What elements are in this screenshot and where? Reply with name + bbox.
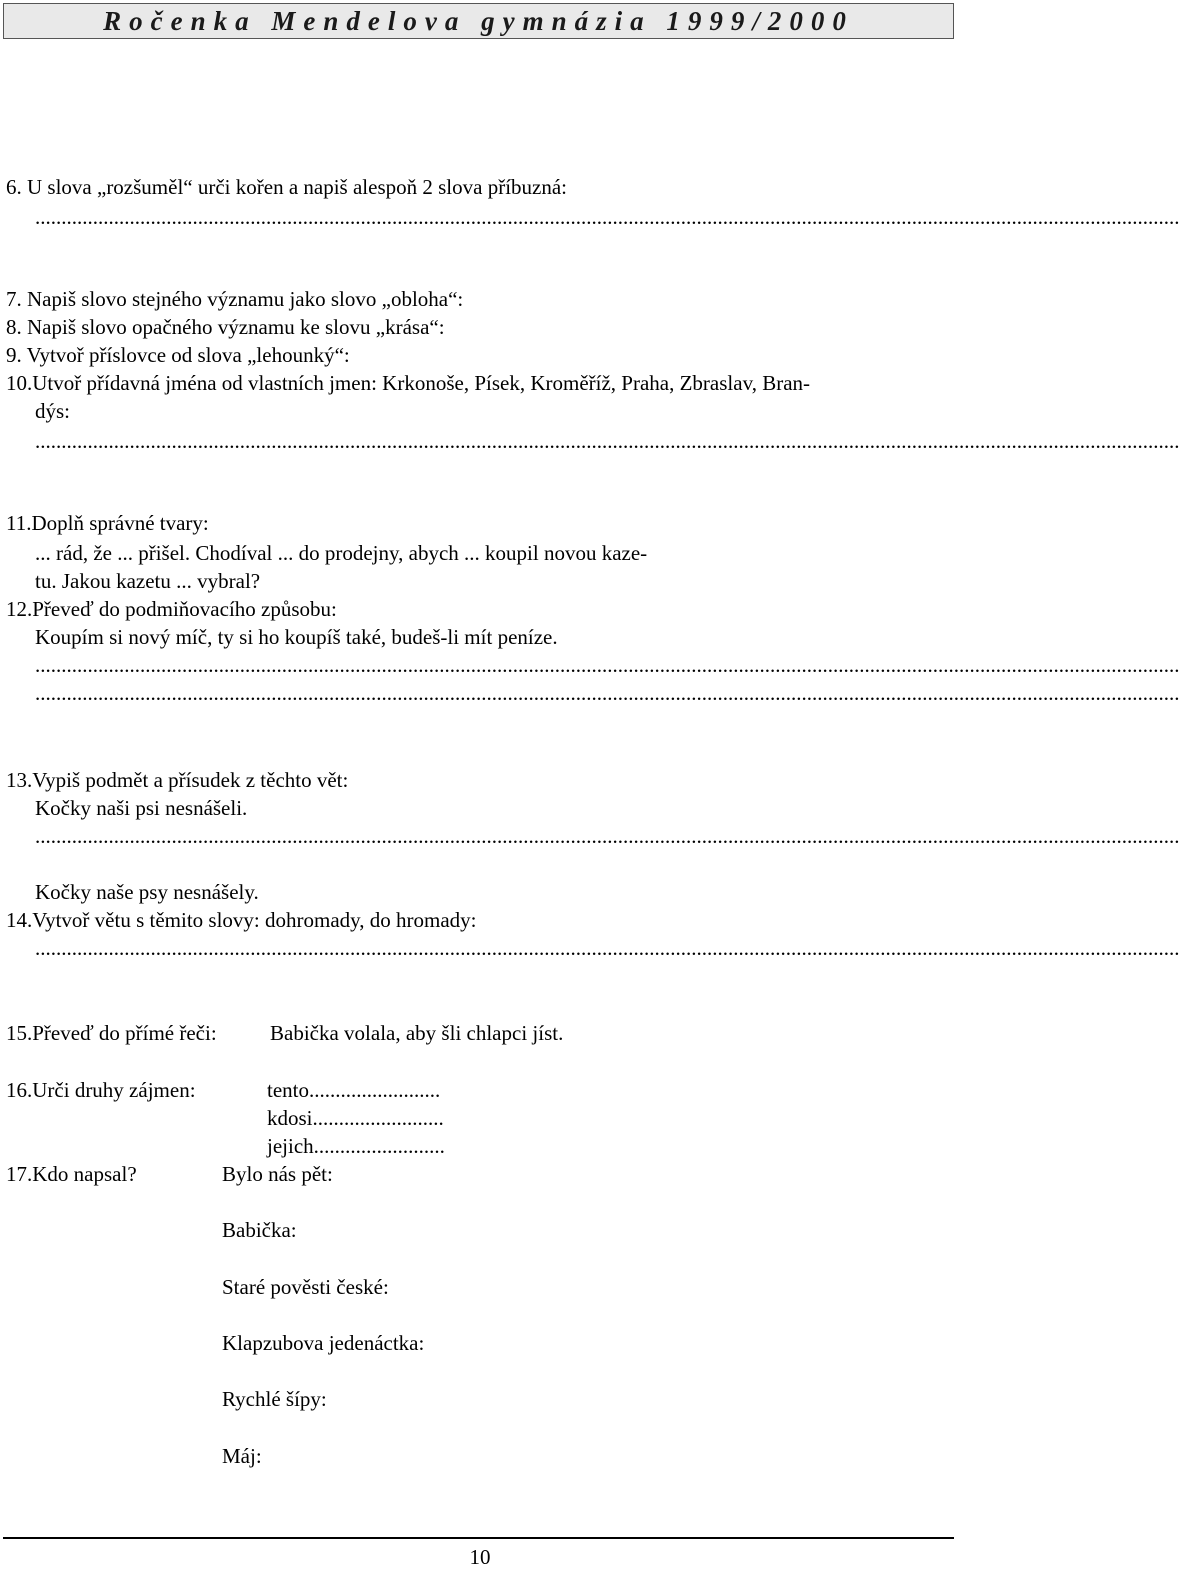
question-12-sentence: Koupím si nový míč, ty si ho koupíš také, budeš-li mít peníze. — [35, 625, 558, 649]
answer-line: .......................................................................................................................................................................................................................... — [35, 824, 1180, 848]
question-15: 15.Převeď do přímé řeči: — [6, 1021, 217, 1045]
question-12: 12.Převeď do podmiňovacího způsobu: — [6, 597, 337, 621]
question-6: 6. U slova „rozšuměl“ urči kořen a napiš alespoň 2 slova příbuzná: — [6, 175, 568, 199]
book-maj: Máj: — [222, 1444, 262, 1468]
book-babicka: Babička: — [222, 1218, 297, 1242]
pronoun-kdosi: kdosi......................... — [267, 1106, 444, 1130]
pronoun-jejich: jejich......................... — [267, 1134, 445, 1158]
question-14: 14.Vytvoř větu s těmito slovy: dohromady, do hromady: — [6, 908, 477, 932]
book-stare-povesti-ceske: Staré pověsti české: — [222, 1275, 389, 1299]
question-11: 11.Doplň správné tvary: — [6, 511, 209, 535]
question-8: 8. Napiš slovo opačného významu ke slovu „krása“: — [6, 315, 445, 339]
yearbook-header — [3, 3, 954, 39]
question-11-text-continued: tu. Jakou kazetu ... vybral? — [35, 569, 261, 593]
answer-line: .......................................................................................................................................................................................................................... — [35, 429, 1180, 453]
question-13-sentence-2: Kočky naše psy nesnášely. — [35, 880, 259, 904]
book-bylo-nas-pet: Bylo nás pět: — [222, 1162, 333, 1186]
answer-line: .......................................................................................................................................................................................................................... — [35, 681, 1180, 705]
header-title: Ročenka Mendelova gymnázia 1999/2000 — [103, 5, 854, 36]
answer-line: .......................................................................................................................................................................................................................... — [35, 936, 1180, 960]
answer-line: .......................................................................................................................................................................................................................... — [35, 205, 1180, 229]
question-7: 7. Napiš slovo stejného významu jako slovo „obloha“: — [6, 287, 464, 311]
page-number: 10 — [469, 1545, 491, 1569]
question-10-continued: dýs: — [35, 399, 71, 423]
question-13: 13.Vypiš podmět a přísudek z těchto vět: — [6, 768, 349, 792]
question-16: 16.Urči druhy zájmen: — [6, 1078, 196, 1102]
question-17: 17.Kdo napsal? — [6, 1162, 137, 1186]
book-rychle-sipy: Rychlé šípy: — [222, 1387, 327, 1411]
question-15-sentence: Babička volala, aby šli chlapci jíst. — [270, 1021, 564, 1045]
answer-line: .......................................................................................................................................................................................................................... — [35, 653, 1180, 677]
book-klapzubova-jedenactka: Klapzubova jedenáctka: — [222, 1331, 425, 1355]
question-13-sentence-1: Kočky naši psi nesnášeli. — [35, 796, 248, 820]
pronoun-tento: tento......................... — [267, 1078, 441, 1102]
question-11-text: ... rád, že ... přišel. Chodíval ... do prodejny, abych ... koupil novou kaze- — [35, 541, 648, 565]
footer-rule — [3, 1537, 954, 1539]
question-9: 9. Vytvoř příslovce od slova „lehounký“: — [6, 343, 350, 367]
question-10: 10.Utvoř přídavná jména od vlastních jmen: Krkonoše, Písek, Kroměříž, Praha, Zbraslav, Bran- — [6, 371, 811, 395]
